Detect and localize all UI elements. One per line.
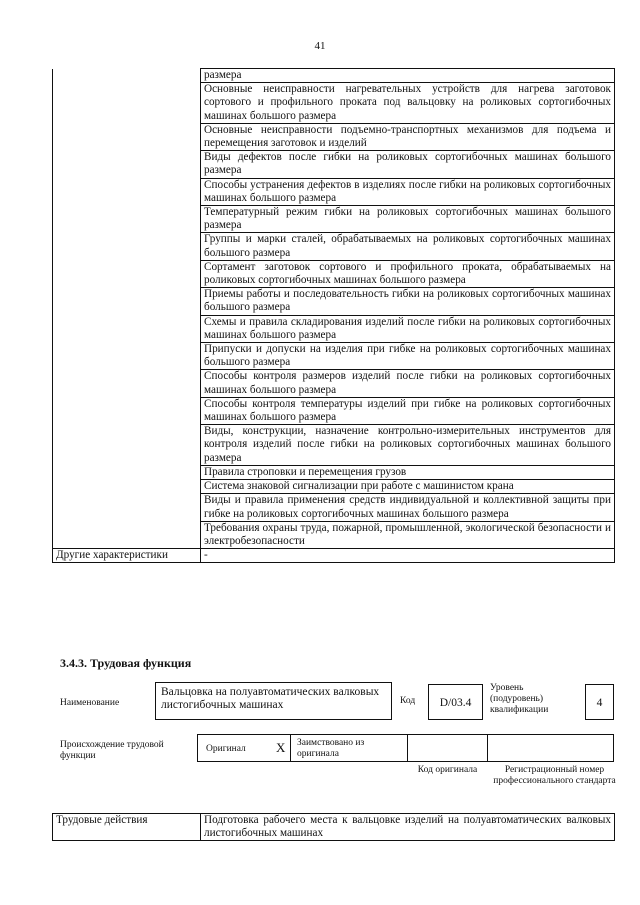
knowledge-item: Виды и правила применения средств индивидуальной и коллективной защиты при гибке на роликовых сортогибочных машинах большого размера	[201, 494, 615, 521]
knowledge-table	[52, 68, 615, 563]
knowledge-item: Основные неисправности подъемно-транспортных механизмов для подъема и перемещения заготовок и изделий	[201, 123, 615, 150]
knowledge-row	[53, 206, 615, 233]
borrowed-label: Заимствовано из оригинала	[297, 738, 365, 759]
name-value: Вальцовка на полуавтоматических валковых листогибочных машинах	[161, 686, 380, 711]
labor-actions-value: Подготовка рабочего места к вальцовке изделий на полуавтоматических валковых листогибочных машинах	[201, 814, 615, 841]
knowledge-item: Способы контроля размеров изделий после гибки на роликовых сортогибочных машинах большого размера	[201, 370, 615, 397]
labor-actions-table	[52, 813, 615, 841]
level-value: 4	[596, 697, 603, 709]
knowledge-row	[53, 83, 615, 124]
knowledge-item: Правила строповки и перемещения грузов	[201, 465, 615, 479]
level-value-box	[585, 684, 614, 720]
knowledge-row	[53, 123, 615, 150]
knowledge-item: Способы устранения дефектов в изделиях после гибки на роликовых сортогибочных машинах большого размера	[201, 178, 615, 205]
knowledge-label-cell	[53, 260, 201, 287]
knowledge-row	[53, 465, 615, 479]
code-original-cell	[407, 734, 488, 762]
other-characteristics-label: Другие характеристики	[53, 549, 201, 563]
knowledge-row	[53, 288, 615, 315]
code-value: D/03.4	[439, 697, 472, 709]
knowledge-item: Виды дефектов после гибки на роликовых сортогибочных машинах большого размера	[201, 151, 615, 178]
knowledge-label-cell	[53, 206, 201, 233]
knowledge-item: Группы и марки сталей, обрабатываемых на роликовых сортогибочных машинах большого размера	[201, 233, 615, 260]
knowledge-label-cell	[53, 494, 201, 521]
knowledge-item: Температурный режим гибки на роликовых сортогибочных машинах большого размера	[201, 206, 615, 233]
original-cell	[197, 734, 291, 762]
knowledge-label-cell	[53, 83, 201, 124]
knowledge-item: Требования охраны труда, пожарной, промышленной, экологической безопасности и электробезопасности	[201, 521, 615, 548]
knowledge-item: Виды, конструкции, назначение контрольно-измерительных инструментов для контроля изделий после гибки на роликовых сортогибочных машинах большого размера	[201, 425, 615, 466]
knowledge-row	[53, 260, 615, 287]
knowledge-label-cell	[53, 233, 201, 260]
section-heading: 3.4.3. Трудовая функция	[60, 656, 192, 670]
knowledge-item: Приемы работы и последовательность гибки на роликовых сортогибочных машинах большого размера	[201, 288, 615, 315]
borrowed-cell	[290, 734, 408, 762]
knowledge-item: Основные неисправности нагревательных устройств для нагрева заготовок сортового и профильного проката под вальцовку на роликовых сортогибочных машинах большого размера	[201, 83, 615, 124]
other-characteristics-row	[53, 549, 615, 563]
knowledge-label-cell	[53, 315, 201, 342]
knowledge-row	[53, 370, 615, 397]
level-label: Уровень (подуровень) квалификации	[490, 683, 549, 715]
name-label: Наименование	[60, 698, 120, 708]
original-mark: X	[276, 740, 286, 755]
reg-number-cell	[487, 734, 614, 762]
knowledge-label-cell	[53, 521, 201, 548]
knowledge-row	[53, 343, 615, 370]
knowledge-label-cell	[53, 343, 201, 370]
labor-actions-row	[53, 814, 615, 841]
page-number: 41	[314, 40, 326, 52]
knowledge-row	[53, 151, 615, 178]
knowledge-label-cell	[53, 480, 201, 494]
knowledge-item: Система знаковой сигнализации при работе с машинистом крана	[201, 480, 615, 494]
knowledge-item: Схемы и правила складирования изделий после гибки на роликовых сортогибочных машинах большого размера	[201, 315, 615, 342]
knowledge-label-cell	[53, 465, 201, 479]
knowledge-label-cell	[53, 178, 201, 205]
knowledge-item: Припуски и допуски на изделия при гибке на роликовых сортогибочных машинах большого размера	[201, 343, 615, 370]
knowledge-label-cell	[53, 288, 201, 315]
labor-actions-label: Трудовые действия	[53, 814, 201, 841]
knowledge-label-cell	[53, 425, 201, 466]
knowledge-item: Способы контроля температуры изделий при гибке на роликовых сортогибочных машинах большого размера	[201, 397, 615, 424]
code-label: Код	[400, 696, 416, 706]
knowledge-label-cell	[53, 123, 201, 150]
knowledge-row	[53, 494, 615, 521]
knowledge-row	[53, 480, 615, 494]
knowledge-row	[53, 521, 615, 548]
origin-label: Происхождение трудовой функции	[60, 740, 164, 761]
knowledge-row	[53, 178, 615, 205]
knowledge-row	[53, 233, 615, 260]
knowledge-label-cell	[53, 397, 201, 424]
knowledge-item: размера	[201, 69, 615, 83]
knowledge-label-cell	[53, 370, 201, 397]
knowledge-row	[53, 425, 615, 466]
knowledge-label-cell	[53, 151, 201, 178]
other-characteristics-value: -	[201, 549, 615, 563]
name-value-box	[155, 682, 392, 720]
knowledge-label-cell	[53, 69, 201, 83]
knowledge-row	[53, 397, 615, 424]
knowledge-row	[53, 315, 615, 342]
knowledge-row	[53, 69, 615, 83]
code-value-box	[428, 684, 483, 720]
knowledge-item: Сортамент заготовок сортового и профильного проката, обрабатываемых на роликовых сортогибочных машинах большого размера	[201, 260, 615, 287]
reg-number-caption: Регистрационный номер профессионального стандарта	[493, 765, 616, 786]
original-label: Оригинал	[206, 744, 246, 754]
code-original-caption: Код оригинала	[417, 765, 478, 775]
